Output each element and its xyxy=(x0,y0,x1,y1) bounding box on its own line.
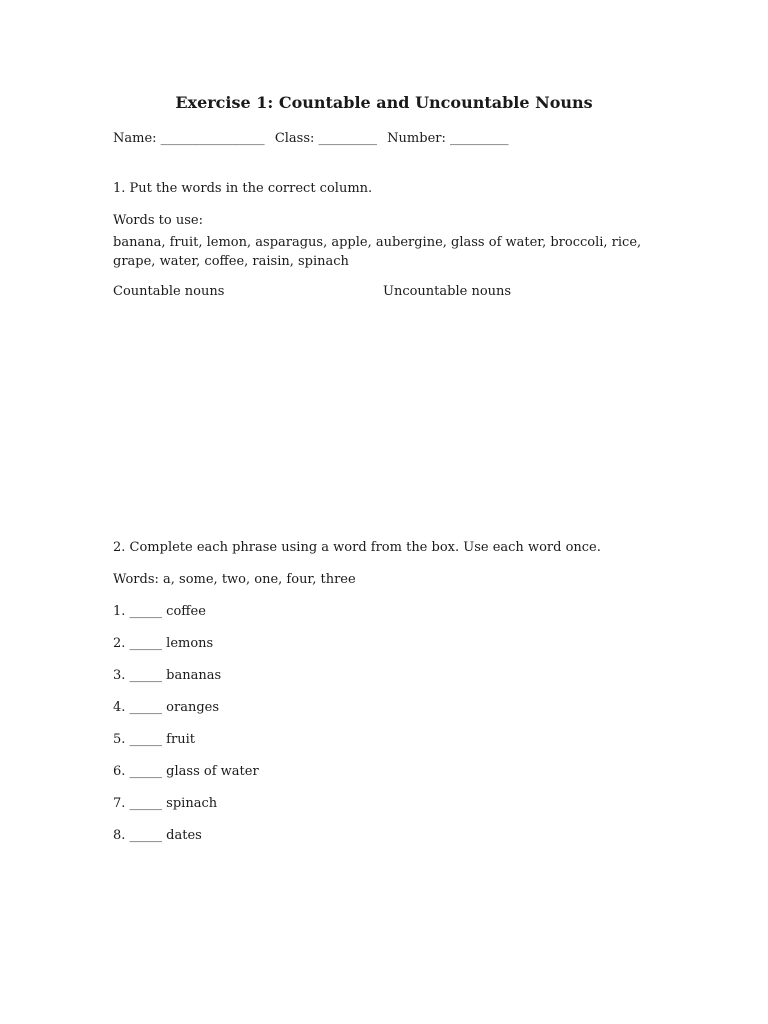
class-field: Class: _________ xyxy=(274,131,378,146)
list-item: 4. _____ oranges xyxy=(113,700,220,715)
list-item: 8. _____ dates xyxy=(113,828,202,843)
list-item: 5. _____ fruit xyxy=(113,732,195,747)
uncountable-nouns-heading: Uncountable nouns xyxy=(383,284,512,299)
list-item: 2. _____ lemons xyxy=(113,636,214,651)
number-field: Number: _________ xyxy=(387,131,509,146)
question-2-instruction: 2. Complete each phrase using a word from the box. Use each word once. xyxy=(113,540,601,555)
list-item: 3. _____ bananas xyxy=(113,668,222,683)
words-to-use-list: banana, fruit, lemon, asparagus, apple, aubergine, glass of water, broccoli, rice, grape, water, coffee, raisin, spinach xyxy=(113,235,642,269)
question-1-instruction: 1. Put the words in the correct column. xyxy=(113,181,373,196)
phrase-list xyxy=(113,604,259,860)
question-2-word-box: Words: a, some, two, one, four, three xyxy=(113,572,356,587)
words-to-use-label: Words to use: xyxy=(113,213,203,228)
countable-nouns-heading: Countable nouns xyxy=(113,284,225,299)
list-item: 7. _____ spinach xyxy=(113,796,218,811)
student-info-row xyxy=(113,131,515,146)
page-title: Exercise 1: Countable and Uncountable Nouns xyxy=(175,93,593,112)
list-item: 6. _____ glass of water xyxy=(113,764,259,779)
list-item: 1. _____ coffee xyxy=(113,604,206,619)
name-field: Name: ________________ xyxy=(113,131,265,146)
